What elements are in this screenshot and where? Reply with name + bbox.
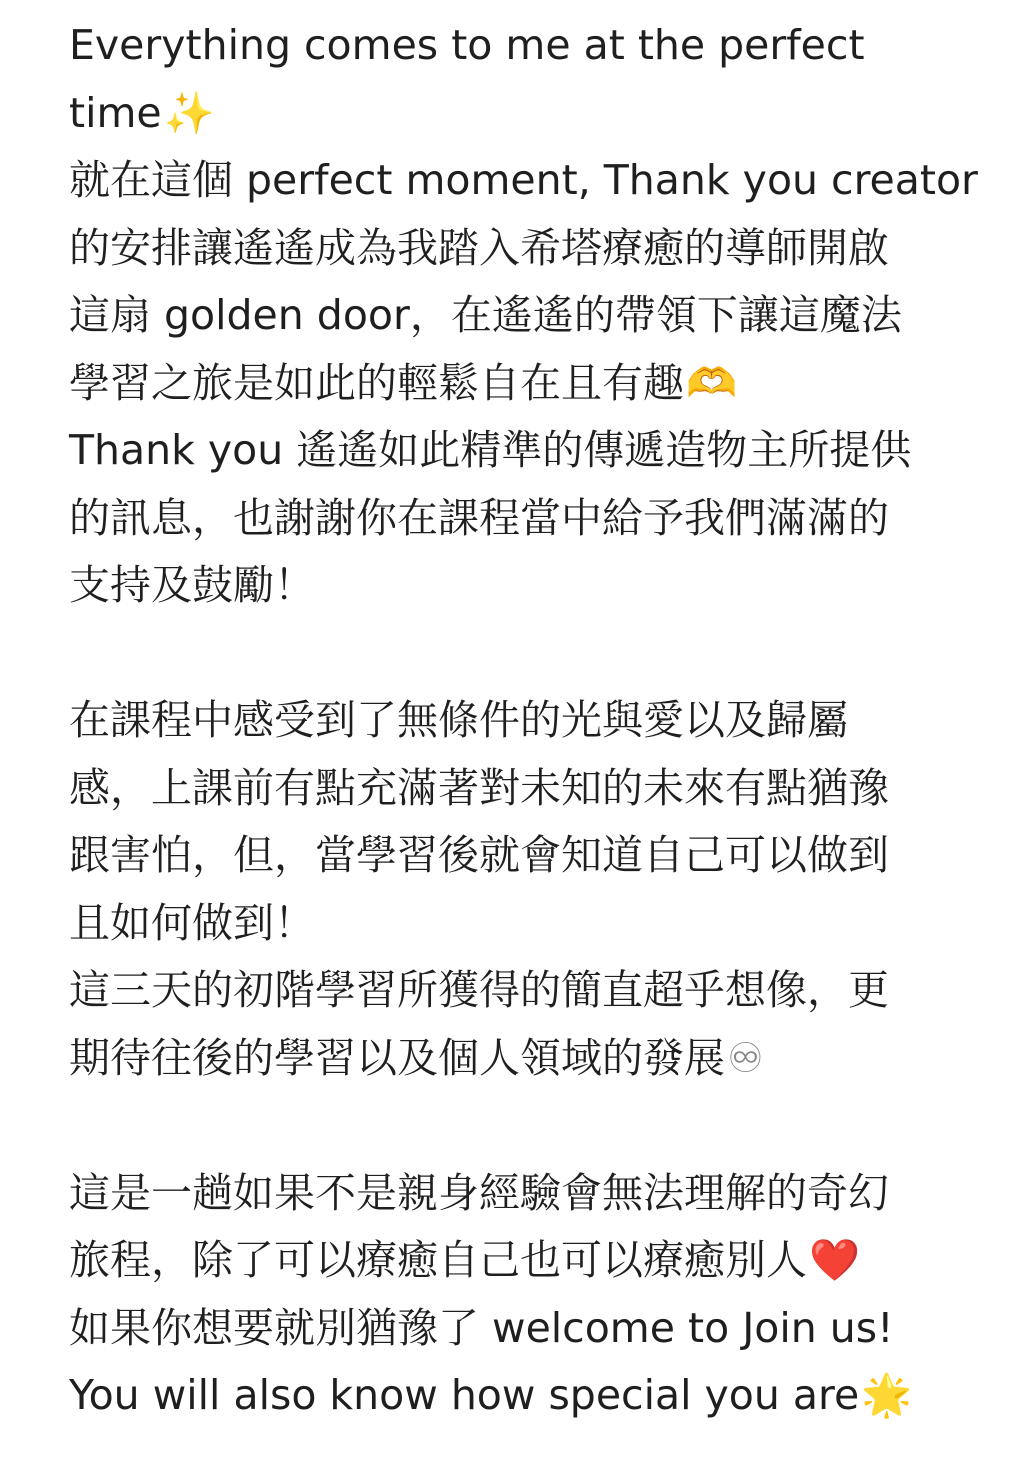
- text-line: 在課程中感受到了無條件的光與愛以及歸屬: [69, 696, 848, 744]
- paragraph-2: [69, 687, 969, 1092]
- paragraph-spacer: [69, 620, 969, 688]
- infinity-emoji-icon: ♾: [727, 1033, 764, 1082]
- text-line: Thank you 遙遙如此精準的傳遞造物主所提供: [69, 426, 912, 474]
- red-heart-emoji-icon: ❤️: [809, 1236, 861, 1284]
- text-line: 這是一趟如果不是親身經驗會無法理解的奇幻: [69, 1168, 889, 1217]
- text-line: 跟害怕，但，當學習後就會知道自己可以做到: [69, 831, 889, 879]
- text-line: [69, 1227, 969, 1295]
- text-line: [69, 1025, 969, 1093]
- text-line: 感，上課前有點充滿著對未知的未來有點猶豫: [69, 763, 889, 812]
- paragraph-spacer: [69, 1092, 969, 1160]
- text-line: 就在這個 perfect moment, Thank you creator: [69, 156, 978, 204]
- note-body[interactable]: [69, 12, 978, 1430]
- text-line: [69, 80, 969, 148]
- text-line-content: 期待往後的學習以及個人領域的發展: [69, 1033, 725, 1082]
- text-line: 支持及鼓勵！: [69, 561, 315, 609]
- paragraph-3: [69, 1160, 969, 1430]
- heart-hands-emoji-icon: 🫶: [686, 358, 738, 407]
- sparkles-emoji-icon: ✨: [163, 88, 215, 137]
- text-line: 且如何做到！: [69, 898, 315, 947]
- text-line-content: time: [69, 88, 162, 137]
- text-line-content: 學習之旅是如此的輕鬆自在且有趣: [69, 358, 684, 407]
- text-line: 如果你想要就別猶豫了 welcome to Join us!: [69, 1303, 894, 1352]
- text-line: 的訊息，也謝謝你在課程當中給予我們滿滿的: [69, 493, 889, 542]
- text-line: 的安排讓遙遙成為我踏入希塔療癒的導師開啟: [69, 223, 889, 272]
- text-line-content: You will also know how special you are: [69, 1371, 860, 1419]
- glowing-star-emoji-icon: 🌟: [861, 1371, 913, 1419]
- text-line: 這三天的初階學習所獲得的簡直超乎想像，更: [69, 966, 889, 1014]
- text-line: [69, 1362, 969, 1430]
- text-line: [69, 350, 969, 418]
- paragraph-1: [69, 12, 978, 620]
- text-line: 這扇 golden door，在遙遙的帶領下讓這魔法: [69, 291, 902, 339]
- text-line: Everything comes to me at the perfect: [69, 21, 865, 69]
- text-line-content: 旅程，除了可以療癒自己也可以療癒別人: [69, 1236, 807, 1284]
